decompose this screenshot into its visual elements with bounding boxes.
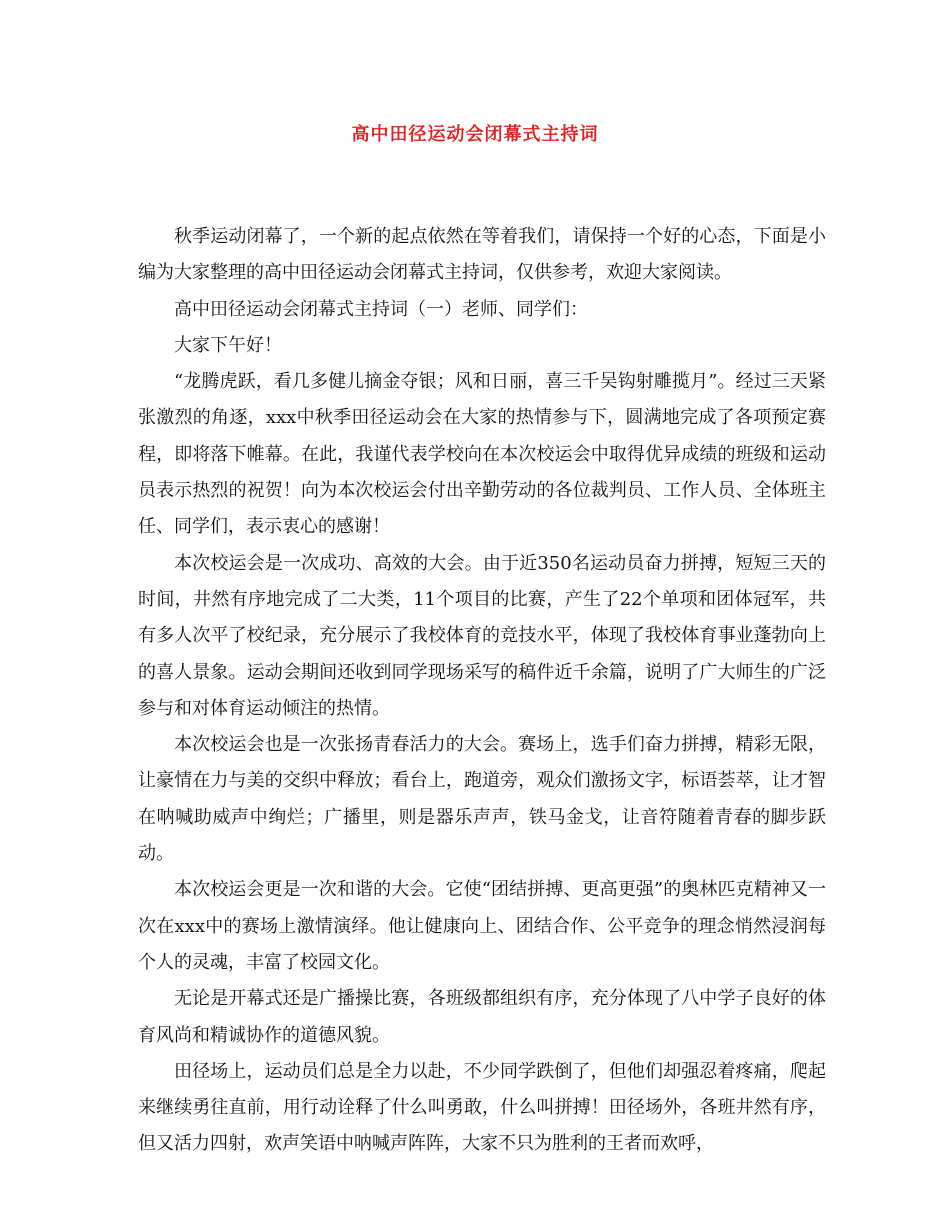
paragraph-heading-one: 高中田径运动会闭幕式主持词（一）老师、同学们： [174,298,588,320]
document-body [138,219,826,1163]
paragraph-youth: 本次校运会也是一次张扬青春活力的大会。赛场上，选手们奋力拼搏，精彩无限，让豪情在力与美的交织中释放；看台上，跑道旁，观众们激扬文字，标语荟萃，让才智在呐喊助威声中绚烂；广播里，则是器乐声声，铁马金戈，让音符随着青春的脚步跃动。 [138,734,826,865]
paragraph-success: 本次校运会是一次成功、高效的大会。由于近350名运动员奋力拼搏，短短三天的时间，井然有序地完成了二大类，11个项目的比赛，产生了22个单项和团体冠军，共有多人次平了校纪录，充分展示了我校体育的竞技水平，体现了我校体育事业蓬勃向上的喜人景象。运动会期间还收到同学现场采写的稿件近千余篇，说明了广大师生的广泛参与和对体育运动倾注的热情。 [138,552,826,719]
paragraph-ceremony: 无论是开幕式还是广播操比赛，各班级都组织有序，充分体现了八中学子良好的体育风尚和精诚协作的道德风貌。 [138,988,826,1046]
paragraph-intro: 秋季运动闭幕了，一个新的起点依然在等着我们，请保持一个好的心态，下面是小编为大家整理的高中田径运动会闭幕式主持词，仅供参考，欢迎大家阅读。 [138,226,826,284]
paragraph-greeting: 大家下午好！ [174,334,282,356]
paragraph-harmony: 本次校运会更是一次和谐的大会。它使“团结拼搏、更高更强”的奥林匹克精神又一次在xxx中的赛场上激情演绎。他让健康向上、团结合作、公平竞争的理念悄然浸润每个人的灵魂，丰富了校园文化。 [138,879,826,973]
paragraph-opening: “龙腾虎跃，看几多健儿摘金夺银；风和日丽，喜三千吴钩射雕揽月”。经过三天紧张激烈的角逐，xxx中秋季田径运动会在大家的热情参与下，圆满地完成了各项预定赛程，即将落下帷幕。在此，我谨代表学校向在本次校运会中取得优异成绩的班级和运动员表示热烈的祝贺！向为本次校运会付出辛勤劳动的各位裁判员、工作人员、全体班主任、同学们，表示衷心的感谢！ [138,371,826,538]
document-title: 高中田径运动会闭幕式主持词 [351,124,599,145]
paragraph-track-field: 田径场上，运动员们总是全力以赴，不少同学跌倒了，但他们却强忍着疼痛，爬起来继续勇往直前，用行动诠释了什么叫勇敢，什么叫拼搏！田径场外，各班井然有序，但又活力四射，欢声笑语中呐喊声阵阵，大家不只为胜利的王者而欢呼， [138,1060,826,1155]
